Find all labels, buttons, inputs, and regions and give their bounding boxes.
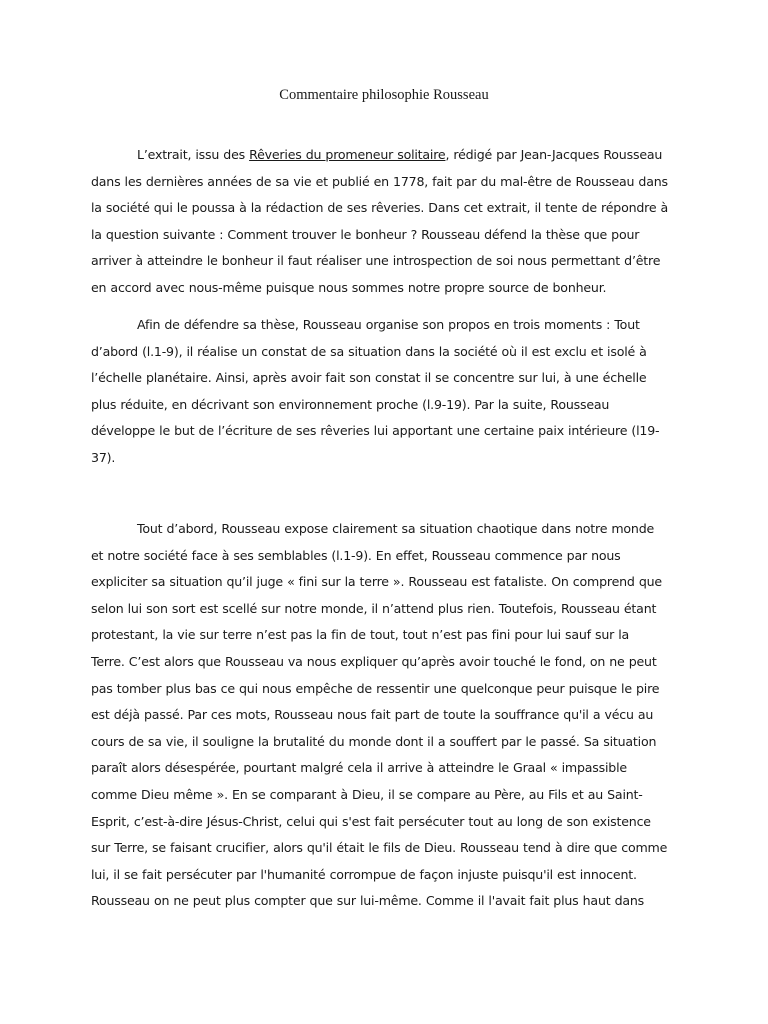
text-line: l’échelle planétaire. Ainsi, après avoir fait son constat il se concentre sur lui, à une échelle (91, 370, 647, 386)
text-line: la question suivante : Comment trouver le bonheur ? Rousseau défend la thèse que pour (91, 226, 640, 242)
text-line: protestant, la vie sur terre n’est pas la fin de tout, tout n’est pas fini pour lui sauf sur la (91, 627, 630, 643)
text-line: pas tomber plus bas ce qui nous empêche de ressentir une quelconque peur puisque le pire (91, 680, 660, 696)
document-title: Commentaire philosophie Rousseau (279, 87, 489, 103)
text-line: et notre société face à ses semblables (l.1-9). En effet, Rousseau commence par nous (91, 547, 621, 563)
book-title: Rêveries du promeneur solitaire (249, 147, 446, 162)
text-line: paraît alors désespérée, pourtant malgré cela il arrive à atteindre le Graal « impassible (91, 760, 627, 776)
text-line: cours de sa vie, il souligne la brutalité du monde dont il a souffert par le passé. Sa situation (91, 733, 657, 749)
paragraph-plan (91, 312, 681, 472)
text-line: comme Dieu même ». En se comparant à Dieu, il se compare au Père, au Fils et au Saint- (91, 786, 643, 802)
paragraph-part-one (91, 516, 681, 915)
text-line: en accord avec nous-même puisque nous sommes notre propre source de bonheur. (91, 279, 607, 295)
text-line: développe le but de l’écriture de ses rêveries lui apportant une certaine paix intérieure (l19- (91, 423, 660, 439)
text-line: L’extrait, issu des Rêveries du promeneur solitaire, rédigé par Jean-Jacques Rousseau (137, 147, 663, 162)
text-line: lui, il se fait persécuter par l'humanité corrompue de façon injuste puisqu'il est innocent. (91, 866, 637, 882)
text-line: Terre. C’est alors que Rousseau va nous expliquer qu’après avoir touché le fond, on ne peut (91, 653, 657, 669)
text-line: 37). (91, 449, 116, 465)
paragraph-introduction (91, 142, 681, 302)
text-line: dans les dernières années de sa vie et publié en 1778, fait par du mal-être de Rousseau dans (91, 173, 668, 189)
text-line: selon lui son sort est scellé sur notre monde, il n’attend plus rien. Toutefois, Rousseau étant (91, 600, 657, 616)
text-line: expliciter sa situation qu’il juge « fini sur la terre ». Rousseau est fataliste. On comprend que (91, 574, 662, 590)
text-line: plus réduite, en décrivant son environnement proche (l.9-19). Par la suite, Rousseau (91, 396, 610, 412)
text-line: Afin de défendre sa thèse, Rousseau organise son propos en trois moments : Tout (137, 317, 640, 332)
text-line: arriver à atteindre le bonheur il faut réaliser une introspection de soi nous permettant d’être (91, 253, 661, 269)
text-line: d’abord (l.1-9), il réalise un constat de sa situation dans la société où il est exclu et isolé à (91, 343, 647, 359)
text-line: Esprit, c’est-à-dire Jésus-Christ, celui qui s'est fait persécuter tout au long de son existence (91, 813, 651, 829)
text-line: est déjà passé. Par ces mots, Rousseau nous fait part de toute la souffrance qu'il a vécu au (91, 707, 654, 723)
text-line: la société qui le poussa à la rédaction de ses rêveries. Dans cet extrait, il tente de répondre à (91, 200, 669, 216)
text-line: Tout d’abord, Rousseau expose clairement sa situation chaotique dans notre monde (137, 521, 655, 536)
text-line: sur Terre, se faisant crucifier, alors qu'il était le fils de Dieu. Rousseau tend à dire que comme (91, 840, 668, 856)
text-line: Rousseau on ne peut plus compter que sur lui-même. Comme il l'avait fait plus haut dans (91, 893, 645, 909)
